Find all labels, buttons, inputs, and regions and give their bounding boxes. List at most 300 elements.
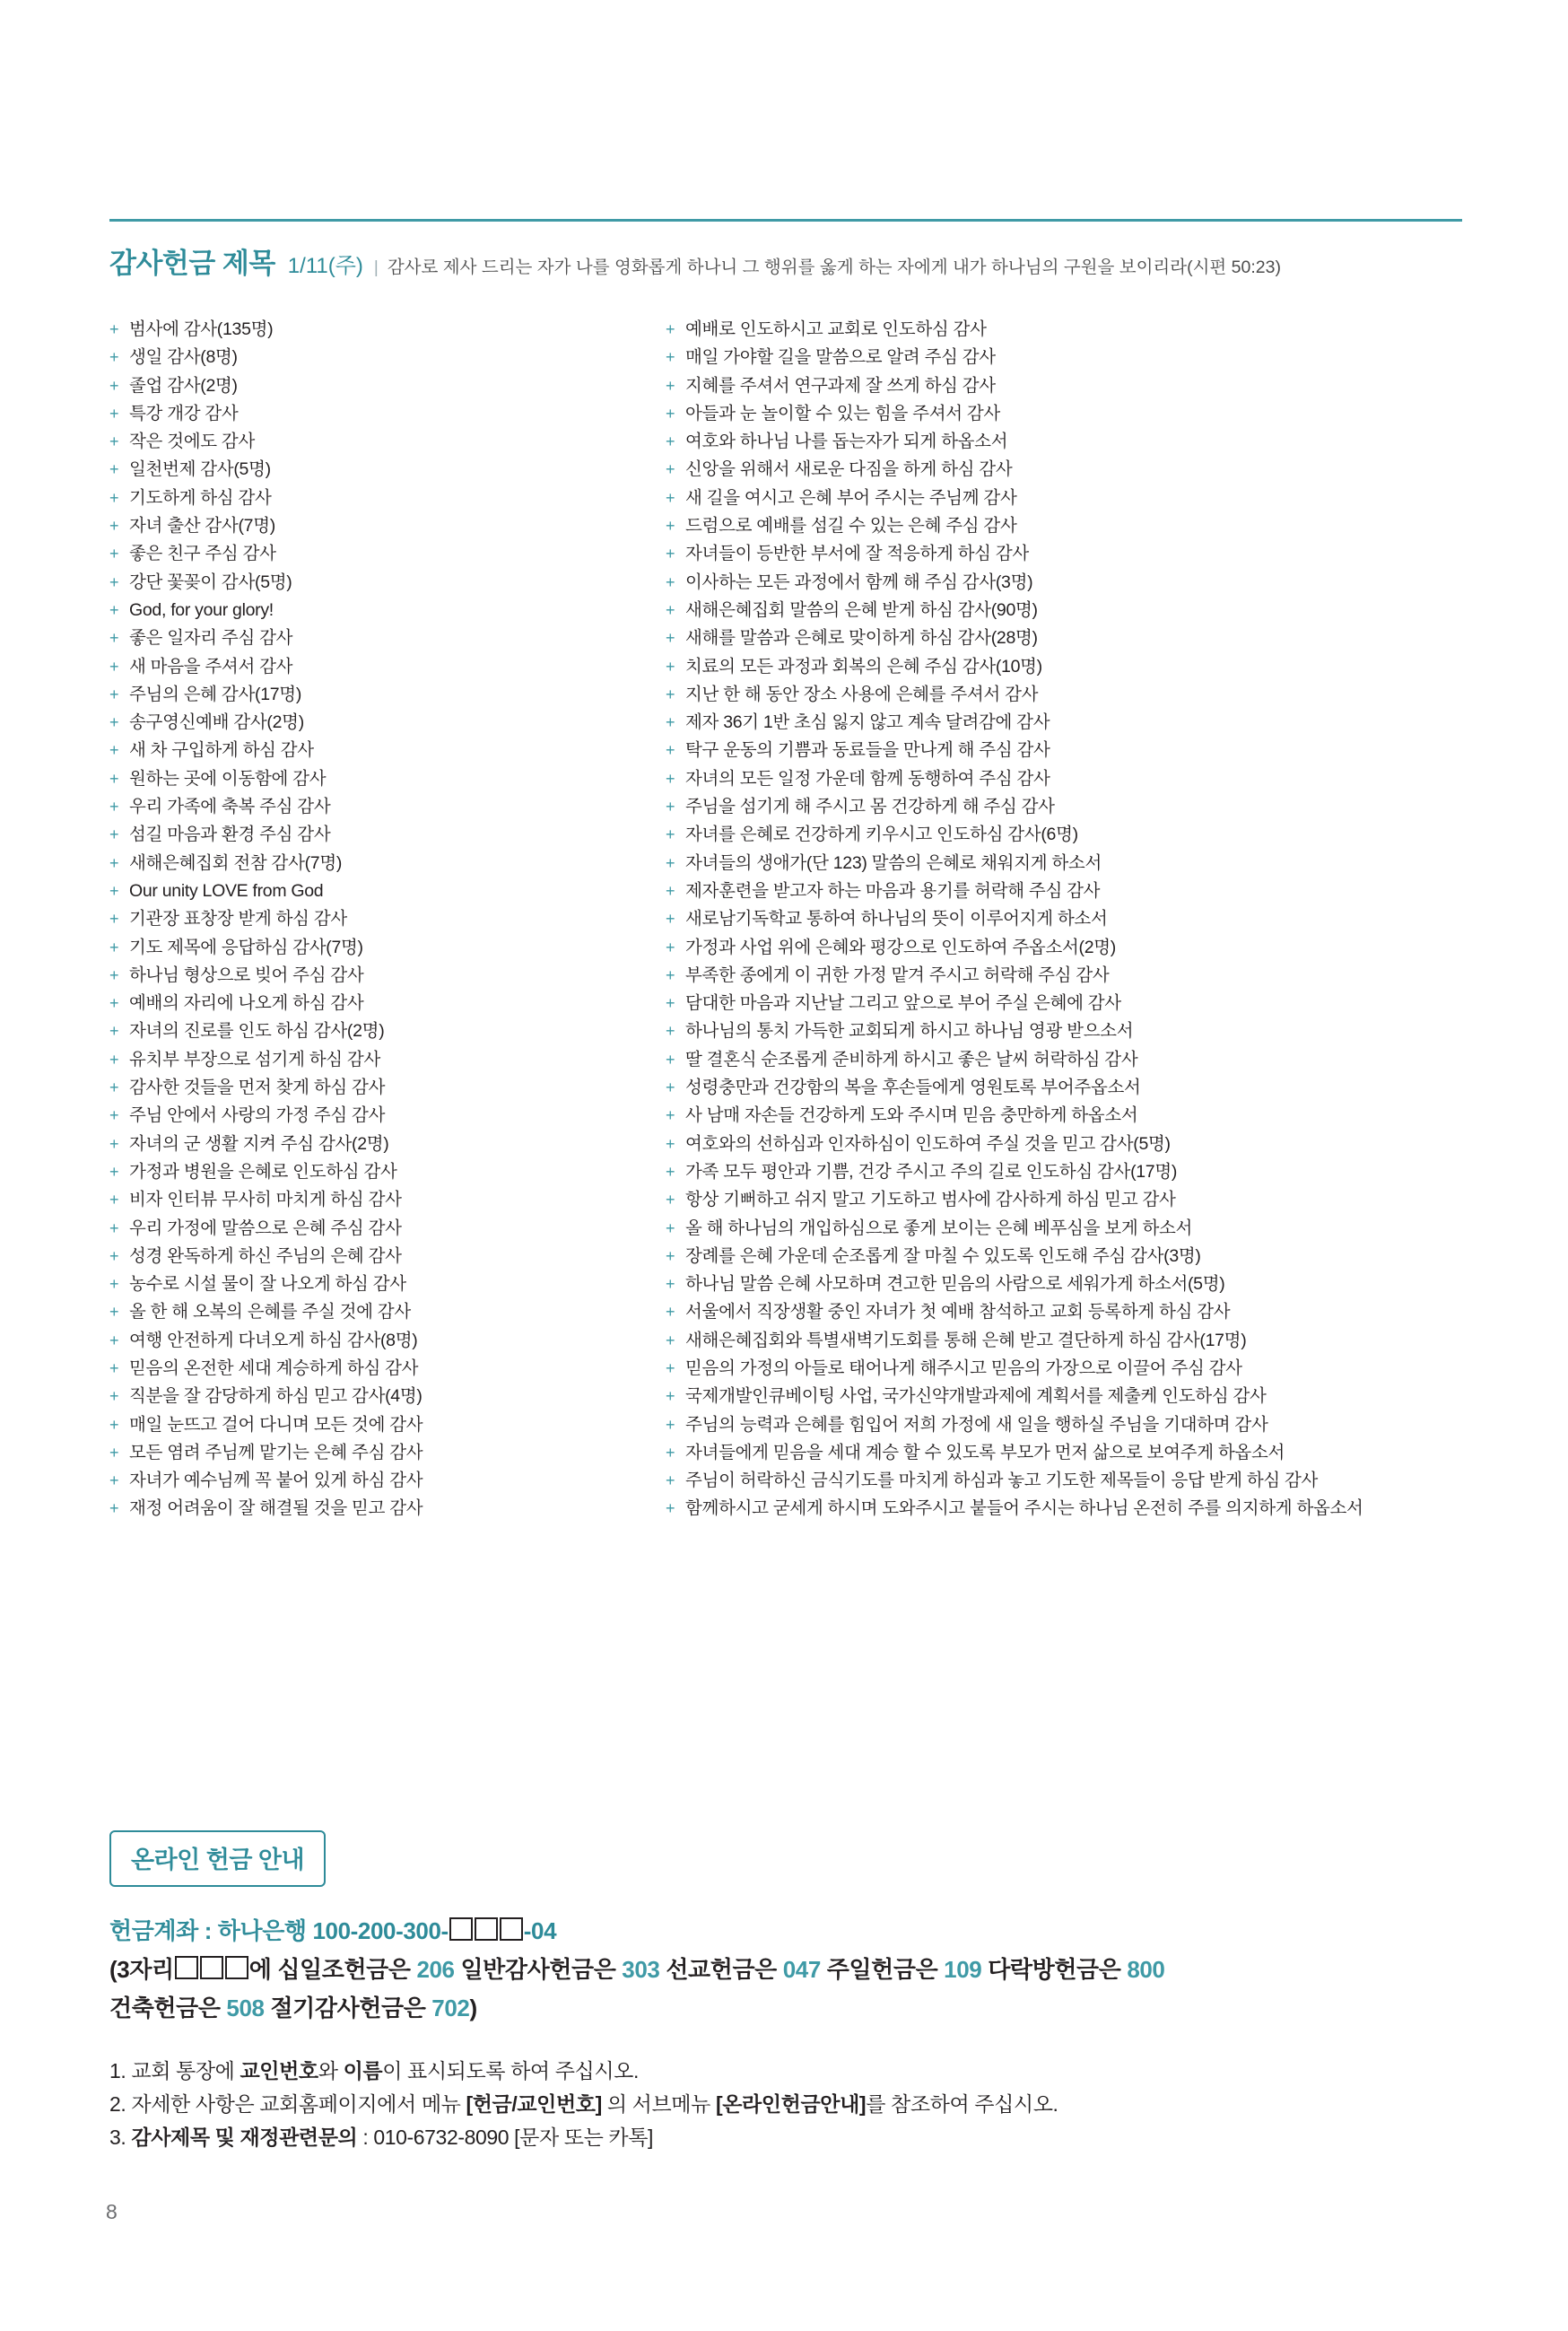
plus-icon: + bbox=[666, 572, 675, 591]
note-1-text-a: 교회 통장에 bbox=[131, 2059, 240, 2082]
list-item-label: 우리 가족에 축복 주심 감사 bbox=[129, 797, 331, 817]
list-item bbox=[666, 1046, 1473, 1074]
code-label-cell: 다락방헌금은 bbox=[988, 1956, 1121, 1983]
code-label-sunday: 주일헌금은 bbox=[826, 1956, 938, 1983]
list-item-label: 딸 결혼식 순조롭게 준비하게 하시고 좋은 날씨 허락하심 감사 bbox=[685, 1049, 1138, 1069]
list-item bbox=[666, 1411, 1473, 1439]
plus-icon: + bbox=[109, 910, 119, 929]
list-item-label: 항상 기뻐하고 쉬지 말고 기도하고 범사에 감사하게 하심 믿고 감사 bbox=[685, 1190, 1176, 1210]
list-item-label: 서울에서 직장생활 중인 자녀가 첫 예배 참석하고 교회 등록하게 하심 감사 bbox=[685, 1302, 1231, 1323]
list-item-label: 하나님의 통치 가득한 교회되게 하시고 하나님 영광 받으소서 bbox=[685, 1021, 1134, 1042]
closing-paren: ) bbox=[469, 1995, 477, 2021]
plus-icon: + bbox=[109, 432, 119, 451]
plus-icon: + bbox=[109, 348, 119, 367]
list-item-label: 여호와의 선하심과 인자하심이 인도하여 주실 것을 믿고 감사(5명) bbox=[685, 1133, 1171, 1154]
list-item-label: 자녀의 모든 일정 가운데 함께 동행하여 주심 감사 bbox=[685, 768, 1050, 789]
list-item-label: 이사하는 모든 과정에서 함께 해 주심 감사(3명) bbox=[685, 572, 1033, 592]
list-item bbox=[109, 1467, 666, 1495]
list-item bbox=[666, 1383, 1473, 1410]
list-item bbox=[666, 1074, 1473, 1102]
plus-icon: + bbox=[666, 965, 675, 984]
list-item bbox=[109, 793, 666, 821]
list-item bbox=[666, 1355, 1473, 1383]
plus-icon: + bbox=[109, 1499, 119, 1518]
list-item-label: 성경 완독하게 하신 주님의 은혜 감사 bbox=[129, 1245, 402, 1266]
plus-icon: + bbox=[666, 376, 675, 395]
plus-icon: + bbox=[109, 713, 119, 732]
plus-icon: + bbox=[666, 685, 675, 703]
plus-icon: + bbox=[109, 320, 119, 338]
list-item bbox=[109, 1074, 666, 1102]
plus-icon: + bbox=[666, 517, 675, 536]
list-item bbox=[666, 1215, 1473, 1243]
list-item bbox=[109, 569, 666, 597]
plus-icon: + bbox=[109, 1303, 119, 1322]
note-1-number: 1. bbox=[109, 2059, 126, 2082]
list-item-label: 졸업 감사(2명) bbox=[129, 375, 238, 396]
list-item bbox=[666, 905, 1473, 933]
list-item bbox=[666, 1131, 1473, 1158]
list-item-label: 함께하시고 굳세게 하시며 도와주시고 붙들어 주시는 하나님 온전히 주를 의지하게 하옵소서 bbox=[685, 1498, 1363, 1519]
list-item bbox=[666, 1158, 1473, 1186]
list-item-label: 자녀의 진로를 인도 하심 감사(2명) bbox=[129, 1021, 385, 1042]
plus-icon: + bbox=[109, 965, 119, 984]
list-item-label: 자녀가 예수님께 꼭 붙어 있게 하심 감사 bbox=[129, 1471, 423, 1491]
list-item-label: 강단 꽃꽂이 감사(5명) bbox=[129, 572, 292, 592]
account-suffix: -04 bbox=[523, 1917, 557, 1944]
note-3-text-b: : 010-6732-8090 [문자 또는 카톡] bbox=[357, 2126, 654, 2149]
plus-icon: + bbox=[666, 432, 675, 451]
plus-icon: + bbox=[666, 1134, 675, 1153]
plus-icon: + bbox=[109, 1191, 119, 1209]
list-item bbox=[109, 709, 666, 737]
note-3-number: 3. bbox=[109, 2126, 126, 2149]
plus-icon: + bbox=[666, 629, 675, 648]
list-item-label: 주님의 은혜 감사(17명) bbox=[129, 684, 302, 704]
list-item bbox=[666, 990, 1473, 1017]
digit-box-icon bbox=[200, 1956, 223, 1979]
list-item bbox=[109, 1327, 666, 1355]
list-item bbox=[666, 1467, 1473, 1495]
plus-icon: + bbox=[109, 572, 119, 591]
plus-icon: + bbox=[109, 1050, 119, 1069]
list-item-label: 자녀들이 등반한 부서에 잘 적응하게 하심 감사 bbox=[685, 544, 1029, 564]
header-rule bbox=[109, 219, 1462, 222]
list-item-label: 자녀의 군 생활 지켜 주심 감사(2명) bbox=[129, 1133, 389, 1154]
list-item bbox=[666, 1327, 1473, 1355]
list-item-label: 하나님 형상으로 빚어 주심 감사 bbox=[129, 965, 364, 985]
header-verse: 감사로 제사 드리는 자가 나를 영화롭게 하나니 그 행위를 옳게 하는 자에게 내가 하나님의 구원을 보이리라(시편 50:23) bbox=[387, 258, 1281, 277]
list-item bbox=[666, 737, 1473, 764]
list-item-label: 자녀들의 생애가(단 123) 말씀의 은혜로 채워지게 하소서 bbox=[685, 852, 1102, 873]
list-item bbox=[666, 765, 1473, 793]
list-item-label: 재정 어려움이 잘 해결될 것을 믿고 감사 bbox=[129, 1498, 423, 1519]
list-item-label: 새 길을 여시고 은혜 부어 주시는 주님께 감사 bbox=[685, 487, 1017, 508]
list-item bbox=[666, 962, 1473, 990]
list-item bbox=[666, 1270, 1473, 1298]
codes-intro: (3자리 bbox=[109, 1956, 174, 1983]
plus-icon: + bbox=[109, 1246, 119, 1265]
plus-icon: + bbox=[666, 600, 675, 619]
plus-icon: + bbox=[666, 910, 675, 929]
list-item bbox=[109, 1017, 666, 1045]
note-3 bbox=[109, 2121, 1473, 2154]
list-item bbox=[109, 1046, 666, 1074]
list-item-label: 가족 모두 평안과 기쁨, 건강 주시고 주의 길로 인도하심 감사(17명) bbox=[685, 1161, 1178, 1182]
list-item-label: 직분을 잘 감당하게 하심 믿고 감사(4명) bbox=[129, 1386, 422, 1407]
list-item-label: 새해은혜집회 전참 감사(7명) bbox=[129, 852, 343, 873]
plus-icon: + bbox=[666, 853, 675, 872]
plus-icon: + bbox=[666, 798, 675, 816]
list-item-label: 새해은혜집회와 특별새벽기도회를 통해 은혜 받고 결단하게 하심 감사(17명) bbox=[685, 1330, 1247, 1350]
list-item bbox=[666, 400, 1473, 428]
plus-icon: + bbox=[666, 881, 675, 900]
list-item bbox=[109, 456, 666, 484]
header-date: 1/11(주) bbox=[287, 254, 363, 278]
list-item-label: 예배로 인도하시고 교회로 인도하심 감사 bbox=[685, 319, 987, 339]
plus-icon: + bbox=[109, 545, 119, 563]
plus-icon: + bbox=[109, 741, 119, 760]
list-item bbox=[109, 962, 666, 990]
list-item-label: God, for your glory! bbox=[129, 599, 274, 620]
plus-icon: + bbox=[109, 1275, 119, 1294]
plus-icon: + bbox=[109, 1078, 119, 1097]
plus-icon: + bbox=[666, 1022, 675, 1041]
note-2-bold-menu: [헌금/교인번호] bbox=[466, 2092, 602, 2116]
account-prefix: 헌금계좌 : 하나은행 100-200-300- bbox=[109, 1917, 449, 1944]
list-item-label: 올 한 해 오복의 은혜를 주실 것에 감사 bbox=[129, 1302, 411, 1323]
note-3-bold-contact-label: 감사제목 및 재정관련문의 bbox=[131, 2126, 358, 2149]
plus-icon: + bbox=[109, 1106, 119, 1125]
list-item bbox=[666, 1439, 1473, 1467]
list-item bbox=[109, 512, 666, 540]
notes-list bbox=[109, 2055, 1473, 2154]
plus-icon: + bbox=[666, 1331, 675, 1349]
plus-icon: + bbox=[109, 1331, 119, 1349]
list-item bbox=[109, 653, 666, 681]
page-title: 감사헌금 제목 bbox=[109, 248, 275, 279]
list-item-label: 모든 염려 주님께 맡기는 은혜 주심 감사 bbox=[129, 1442, 423, 1462]
list-item-label: 담대한 마음과 지난날 그리고 앞으로 부어 주실 은혜에 감사 bbox=[685, 993, 1121, 1014]
list-item-label: 지혜를 주셔서 연구과제 잘 쓰게 하심 감사 bbox=[685, 375, 996, 396]
list-item bbox=[109, 1270, 666, 1298]
note-2-bold-submenu: [온라인헌금안내] bbox=[715, 2092, 867, 2116]
list-item-label: 기관장 표창장 받게 하심 감사 bbox=[129, 909, 347, 930]
plus-icon: + bbox=[109, 1471, 119, 1490]
list-item-label: 자녀를 은혜로 건강하게 키우시고 인도하심 감사(6명) bbox=[685, 825, 1078, 845]
plus-icon: + bbox=[109, 769, 119, 788]
list-item bbox=[109, 344, 666, 371]
list-item bbox=[666, 1102, 1473, 1130]
list-item bbox=[109, 1383, 666, 1410]
list-item-label: 일천번제 감사(5명) bbox=[129, 459, 271, 480]
plus-icon: + bbox=[666, 1387, 675, 1406]
note-2-text-c: 의 서브메뉴 bbox=[601, 2092, 716, 2116]
list-item-label: 장례를 은혜 가운데 순조롭게 잘 마칠 수 있도록 인도해 주심 감사(3명) bbox=[685, 1245, 1201, 1266]
plus-icon: + bbox=[666, 1191, 675, 1209]
list-item bbox=[109, 400, 666, 428]
list-item-label: 신앙을 위해서 새로운 다짐을 하게 하심 감사 bbox=[685, 459, 1013, 480]
list-item bbox=[666, 653, 1473, 681]
list-item bbox=[666, 709, 1473, 737]
list-item-label: 주님의 능력과 은혜를 힘입어 저희 가정에 새 일을 행하실 주님을 기대하며 감사 bbox=[685, 1414, 1268, 1435]
code-value-cell: 800 bbox=[1127, 1956, 1165, 1983]
list-item-label: 지난 한 해 동안 장소 사용에 은혜를 주셔서 감사 bbox=[685, 684, 1039, 704]
note-1-text-c: 와 bbox=[318, 2059, 344, 2082]
list-item-label: 작은 것에도 감사 bbox=[129, 432, 255, 452]
list-item-label: 범사에 감사(135명) bbox=[129, 319, 274, 339]
list-item bbox=[666, 456, 1473, 484]
plus-icon: + bbox=[666, 741, 675, 760]
plus-icon: + bbox=[666, 1162, 675, 1181]
list-item bbox=[109, 624, 666, 652]
list-item bbox=[666, 877, 1473, 905]
section-header bbox=[109, 240, 1473, 281]
right-column bbox=[666, 316, 1473, 1523]
plus-icon: + bbox=[666, 460, 675, 479]
code-legend-line-1 bbox=[109, 1951, 1165, 1985]
list-item bbox=[666, 428, 1473, 456]
list-item bbox=[109, 934, 666, 962]
list-item-label: 매일 눈뜨고 걸어 다니며 모든 것에 감사 bbox=[129, 1414, 423, 1435]
plus-icon: + bbox=[109, 798, 119, 816]
code-legend-line-2 bbox=[109, 1990, 477, 2023]
code-value-sunday: 109 bbox=[944, 1956, 982, 1983]
plus-icon: + bbox=[109, 657, 119, 676]
plus-icon: + bbox=[109, 1162, 119, 1181]
list-item-label: 매일 가야할 길을 말씀으로 알려 주심 감사 bbox=[685, 347, 996, 368]
codes-mid: 에 bbox=[248, 1956, 272, 1983]
list-item bbox=[666, 681, 1473, 709]
list-item bbox=[666, 540, 1473, 568]
list-item bbox=[666, 793, 1473, 821]
list-item bbox=[109, 737, 666, 764]
plus-icon: + bbox=[666, 1078, 675, 1097]
plus-icon: + bbox=[666, 1106, 675, 1125]
plus-icon: + bbox=[666, 1218, 675, 1237]
plus-icon: + bbox=[666, 1050, 675, 1069]
list-item bbox=[666, 1243, 1473, 1270]
list-item-label: 감사한 것들을 먼저 찾게 하심 감사 bbox=[129, 1078, 386, 1098]
list-item bbox=[109, 1215, 666, 1243]
list-item-label: 비자 인터뷰 무사히 마치게 하심 감사 bbox=[129, 1190, 402, 1210]
code-value-tithe: 206 bbox=[416, 1956, 455, 1983]
list-item-label: 성령충만과 건강함의 복을 후손들에게 영원토록 부어주옵소서 bbox=[685, 1078, 1141, 1098]
online-offering-heading: 온라인 헌금 안내 bbox=[109, 1830, 326, 1887]
plus-icon: + bbox=[666, 1275, 675, 1294]
list-item bbox=[109, 1495, 666, 1523]
note-1-bold-member-no: 교인번호 bbox=[240, 2059, 318, 2082]
list-item-label: 하나님 말씀 은혜 사모하며 견고한 믿음의 사람으로 세워가게 하소서(5명) bbox=[685, 1274, 1225, 1295]
code-value-general: 303 bbox=[622, 1956, 660, 1983]
list-item bbox=[666, 821, 1473, 849]
plus-icon: + bbox=[666, 1358, 675, 1377]
list-item-label: 새 마음을 주셔서 감사 bbox=[129, 656, 293, 677]
list-item bbox=[109, 540, 666, 568]
list-item-label: 새로남기독학교 통하여 하나님의 뜻이 이루어지게 하소서 bbox=[685, 909, 1108, 930]
plus-icon: + bbox=[109, 881, 119, 900]
plus-icon: + bbox=[109, 1358, 119, 1377]
plus-icon: + bbox=[109, 404, 119, 423]
plus-icon: + bbox=[666, 545, 675, 563]
list-item-label: 주님이 허락하신 금식기도를 마치게 하심과 놓고 기도한 제목들이 응답 받게 하심 감사 bbox=[685, 1471, 1319, 1491]
list-item-label: 자녀들에게 믿음을 세대 계승 할 수 있도록 부모가 먼저 삶으로 보여주게 하옵소서 bbox=[685, 1442, 1285, 1462]
list-item-label: 제자 36기 1반 초심 잃지 않고 계속 달려감에 감사 bbox=[685, 712, 1050, 733]
list-item-label: 기도하게 하심 감사 bbox=[129, 487, 272, 508]
list-item bbox=[666, 850, 1473, 877]
list-item bbox=[109, 905, 666, 933]
digit-box-icon bbox=[475, 1917, 498, 1941]
list-item bbox=[109, 765, 666, 793]
list-item-label: 농수로 시설 물이 잘 나오게 하심 감사 bbox=[129, 1274, 406, 1295]
list-item-label: 믿음의 가정의 아들로 태어나게 해주시고 믿음의 가장으로 이끌어 주심 감사 bbox=[685, 1358, 1242, 1378]
plus-icon: + bbox=[109, 1218, 119, 1237]
plus-icon: + bbox=[109, 488, 119, 507]
left-column bbox=[109, 316, 666, 1523]
plus-icon: + bbox=[666, 713, 675, 732]
list-item-label: 좋은 친구 주심 감사 bbox=[129, 544, 276, 564]
plus-icon: + bbox=[109, 1022, 119, 1041]
plus-icon: + bbox=[109, 600, 119, 619]
list-item-label: 유치부 부장으로 섬기게 하심 감사 bbox=[129, 1049, 380, 1069]
plus-icon: + bbox=[109, 1443, 119, 1462]
list-item bbox=[109, 821, 666, 849]
account-line bbox=[109, 1913, 556, 1946]
plus-icon: + bbox=[109, 938, 119, 956]
list-item bbox=[109, 1158, 666, 1186]
list-item bbox=[109, 1243, 666, 1270]
plus-icon: + bbox=[109, 685, 119, 703]
list-item-label: 가정과 병원을 은혜로 인도하심 감사 bbox=[129, 1161, 397, 1182]
list-item-label: 새 차 구입하게 하심 감사 bbox=[129, 740, 314, 761]
code-label-tithe: 십일조헌금은 bbox=[277, 1956, 411, 1983]
list-item bbox=[666, 316, 1473, 344]
plus-icon: + bbox=[666, 320, 675, 338]
list-item bbox=[109, 597, 666, 624]
plus-icon: + bbox=[109, 1134, 119, 1153]
plus-icon: + bbox=[109, 853, 119, 872]
list-item-label: 송구영신예배 감사(2명) bbox=[129, 712, 304, 733]
list-item bbox=[666, 597, 1473, 624]
plus-icon: + bbox=[666, 657, 675, 676]
plus-icon: + bbox=[109, 629, 119, 648]
list-item bbox=[109, 850, 666, 877]
list-item-label: 우리 가정에 말씀으로 은혜 주심 감사 bbox=[129, 1218, 402, 1238]
list-item bbox=[666, 569, 1473, 597]
code-label-seasonal: 절기감사헌금은 bbox=[270, 1995, 426, 2021]
plus-icon: + bbox=[109, 825, 119, 844]
code-label-general: 일반감사헌금은 bbox=[460, 1956, 616, 1983]
plus-icon: + bbox=[666, 1443, 675, 1462]
list-item bbox=[109, 372, 666, 400]
digit-box-icon bbox=[225, 1956, 248, 1979]
plus-icon: + bbox=[109, 517, 119, 536]
list-item bbox=[109, 877, 666, 905]
list-item bbox=[666, 485, 1473, 512]
list-item bbox=[666, 512, 1473, 540]
list-item-label: 국제개발인큐베이팅 사업, 국가신약개발과제에 계획서를 제출케 인도하심 감사 bbox=[685, 1386, 1267, 1407]
list-item-label: 원하는 곳에 이동함에 감사 bbox=[129, 768, 327, 789]
note-1-text-e: 이 표시되도록 하여 주십시오. bbox=[382, 2059, 639, 2082]
note-1-bold-name: 이름 bbox=[343, 2059, 383, 2082]
list-item bbox=[109, 1411, 666, 1439]
plus-icon: + bbox=[666, 769, 675, 788]
code-value-mission: 047 bbox=[782, 1956, 821, 1983]
digit-box-icon bbox=[175, 1956, 198, 1979]
list-item-label: 가정과 사업 위에 은혜와 평강으로 인도하여 주옵소서(2명) bbox=[685, 937, 1116, 957]
plus-icon: + bbox=[666, 1471, 675, 1490]
list-item bbox=[109, 1186, 666, 1214]
list-item bbox=[666, 1495, 1473, 1523]
code-label-building: 건축헌금은 bbox=[109, 1995, 221, 2021]
list-item-label: 제자훈련을 받고자 하는 마음과 용기를 허락해 주심 감사 bbox=[685, 880, 1101, 901]
plus-icon: + bbox=[666, 348, 675, 367]
plus-icon: + bbox=[109, 994, 119, 1013]
list-item bbox=[109, 316, 666, 344]
plus-icon: + bbox=[109, 1387, 119, 1406]
list-item bbox=[109, 485, 666, 512]
list-item-label: 믿음의 온전한 세대 계승하게 하심 감사 bbox=[129, 1358, 419, 1378]
list-item-label: 부족한 종에게 이 귀한 가정 맡겨 주시고 허락해 주심 감사 bbox=[685, 965, 1110, 985]
list-item-label: Our unity LOVE from God bbox=[129, 880, 324, 901]
list-item bbox=[666, 624, 1473, 652]
list-item-label: 여행 안전하게 다녀오게 하심 감사(8명) bbox=[129, 1330, 418, 1350]
list-item-label: 자녀 출산 감사(7명) bbox=[129, 516, 275, 537]
plus-icon: + bbox=[666, 1303, 675, 1322]
code-label-mission: 선교헌금은 bbox=[666, 1956, 777, 1983]
plus-icon: + bbox=[666, 994, 675, 1013]
list-item-label: 주님 안에서 사랑의 가정 주심 감사 bbox=[129, 1105, 386, 1126]
list-item-label: 새해를 말씀과 은혜로 맞이하게 하심 감사(28명) bbox=[685, 628, 1038, 649]
plus-icon: + bbox=[109, 376, 119, 395]
list-item bbox=[109, 1439, 666, 1467]
list-item-label: 사 남매 자손들 건강하게 도와 주시며 믿음 충만하게 하옵소서 bbox=[685, 1105, 1138, 1126]
list-item bbox=[109, 1131, 666, 1158]
note-2-text-a: 자세한 사항은 교회홈페이지에서 메뉴 bbox=[131, 2092, 466, 2116]
list-item-label: 주님을 섬기게 해 주시고 몸 건강하게 해 주심 감사 bbox=[685, 797, 1055, 817]
list-item bbox=[109, 1102, 666, 1130]
list-item bbox=[666, 344, 1473, 371]
plus-icon: + bbox=[666, 488, 675, 507]
thanksgiving-lists bbox=[109, 316, 1473, 1523]
note-2-number: 2. bbox=[109, 2092, 126, 2116]
page-number: 8 bbox=[106, 2200, 118, 2223]
list-item bbox=[666, 1298, 1473, 1326]
plus-icon: + bbox=[109, 460, 119, 479]
digit-box-icon bbox=[500, 1917, 523, 1941]
list-item-label: 생일 감사(8명) bbox=[129, 347, 238, 368]
plus-icon: + bbox=[666, 1415, 675, 1434]
header-separator: | bbox=[373, 258, 379, 277]
list-item bbox=[666, 1017, 1473, 1045]
list-item-label: 예배의 자리에 나오게 하심 감사 bbox=[129, 993, 364, 1014]
plus-icon: + bbox=[666, 1246, 675, 1265]
plus-icon: + bbox=[666, 938, 675, 956]
list-item-label: 섬길 마음과 환경 주심 감사 bbox=[129, 825, 331, 845]
list-item bbox=[109, 990, 666, 1017]
list-item-label: 탁구 운동의 기쁨과 동료들을 만나게 해 주심 감사 bbox=[685, 740, 1050, 761]
list-item-label: 기도 제목에 응답하심 감사(7명) bbox=[129, 937, 363, 957]
plus-icon: + bbox=[666, 1499, 675, 1518]
list-item-label: 새해은혜집회 말씀의 은혜 받게 하심 감사(90명) bbox=[685, 599, 1038, 620]
list-item-label: 올 해 하나님의 개입하심으로 좋게 보이는 은혜 베푸심을 보게 하소서 bbox=[685, 1218, 1193, 1238]
list-item-label: 여호와 하나님 나를 돕는자가 되게 하옵소서 bbox=[685, 432, 1008, 452]
list-item-label: 특강 개강 감사 bbox=[129, 403, 239, 423]
digit-box-icon bbox=[449, 1917, 473, 1941]
list-item-label: 좋은 일자리 주심 감사 bbox=[129, 628, 293, 649]
list-item bbox=[109, 1298, 666, 1326]
list-item-label: 치료의 모든 과정과 회복의 은혜 주심 감사(10명) bbox=[685, 656, 1042, 677]
